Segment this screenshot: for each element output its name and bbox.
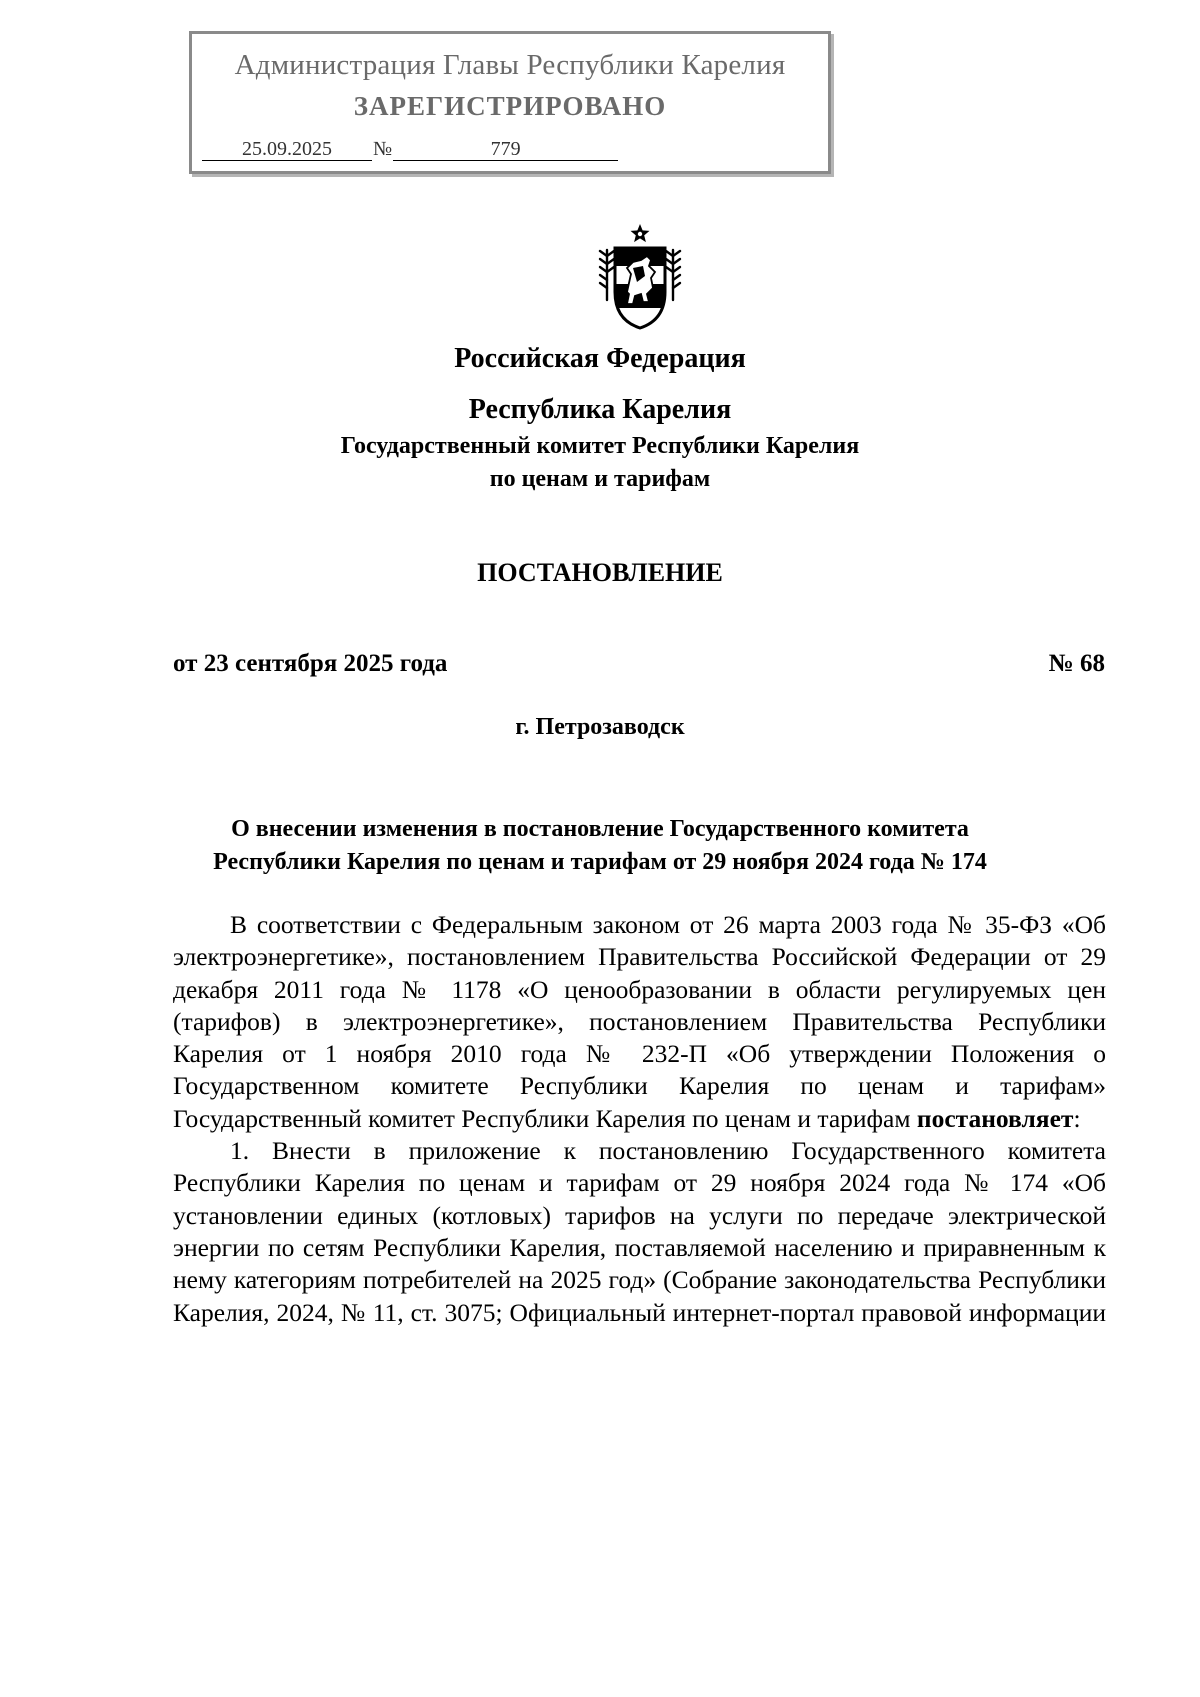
stamp-registered-label: ЗАРЕГИСТРИРОВАНО <box>353 91 667 121</box>
subject-line1: О внесении изменения в постановление Государственного комитета <box>231 816 969 842</box>
stamp-date: 25.09.2025 <box>202 138 372 161</box>
committee-title-line2: по ценам и тарифам <box>489 466 711 492</box>
republic-title: Республика Карелия <box>468 394 732 425</box>
document-subject <box>0 813 1200 879</box>
document-date: от 23 сентября 2025 года <box>173 650 448 677</box>
coat-of-arms-icon <box>597 222 683 332</box>
registration-stamp <box>189 31 831 174</box>
stamp-registration-line <box>202 138 618 161</box>
stamp-authority: Администрация Главы Республики Карелия <box>234 49 786 81</box>
clause-1-paragraph: 1. Внести в приложение к постановлению Государственного комитета Республики Карелия по ценам и тарифам от 29 ноября 2024 года № 174 «Об установлении единых (котловых) тарифов на услуги по передаче электрической энергии по сетям Республики Карелия, поставляемой населению и приравненным к нему категориям потребителей на 2025 год» (Собрание законодательства Республики Карелия, 2024, № 11, ст. 3075; Официальный интернет-портал правовой информации <box>173 1136 1106 1327</box>
document-body <box>173 909 1106 1329</box>
resolves-keyword: постановляет <box>916 1103 1074 1133</box>
document-city: г. Петрозаводск <box>515 714 685 740</box>
preamble-text: В соответствии с Федеральным законом от 26 марта 2003 года № 35-ФЗ «Об электроэнергетике», постановлением Правительства Российской Федерации от 29 декабря 2011 года № 1178 «О ценообразовании в области регулируемых цен (тарифов) в электроэнергетике», постановлением Правительства Республики Карелия от 1 ноября 2010 года № 232-П «Об утверждении Положения о Государственном комитете Республики Карелия по ценам и тарифам» Государственный комитет Республики Карелия по ценам и тарифам <box>173 910 1106 1133</box>
committee-title-line1: Государственный комитет Республики Карелия <box>340 433 860 459</box>
stamp-number: 779 <box>393 138 618 161</box>
document-date-line <box>173 650 1105 678</box>
stamp-number-sign: № <box>373 138 393 160</box>
federation-title: Российская Федерация <box>454 343 746 374</box>
preamble-end: : <box>1073 1103 1081 1133</box>
subject-line2: Республики Карелия по ценам и тарифам от 29 ноября 2024 года № 174 <box>213 849 987 875</box>
preamble-paragraph <box>173 909 1106 1135</box>
document-number: № 68 <box>1048 650 1105 677</box>
document-type: ПОСТАНОВЛЕНИЕ <box>477 558 723 587</box>
